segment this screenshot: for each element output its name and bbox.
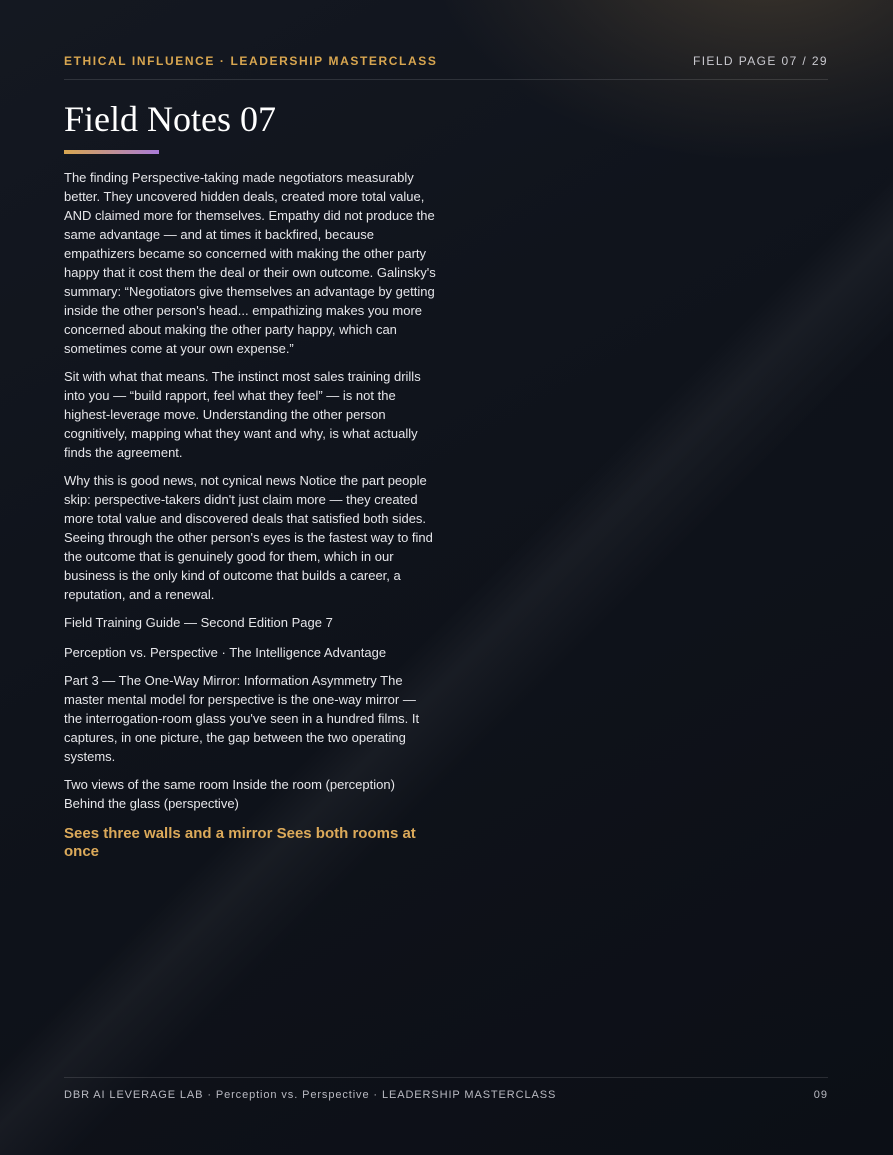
- title-underline: [64, 150, 159, 154]
- page-title: Field Notes 07: [64, 99, 276, 139]
- paragraph-finding: The finding Perspective-taking made negotiators measurably better. They uncovered hidden deals, created more total value, AND claimed more for themselves. Empathy did not produce the same advantage — and at times it backfired, because empathizers became so concerned with making the other party happy that it cost them the deal or their own outcome. Galinsky's summary: “Negotiators give themselves an advantage by getting inside the other person's head... empathizing makes you more concerned about making the other party happy, which can sometimes come at your own expense.”: [64, 170, 436, 356]
- highlight-callout: Sees three walls and a mirror Sees both rooms at once: [64, 825, 416, 860]
- paragraph-good-news: Why this is good news, not cynical news Notice the part people skip: perspective-takers didn't just claim more — they created more total value and discovered deals that satisfied both sides. Seeing through the other person's eyes is the fastest way to find the outcome that is genuinely good for them, which in our business is the only kind of outcome that builds a career, a reputation, and a renewal.: [64, 473, 433, 602]
- paragraph-one-way-mirror: Part 3 — The One-Way Mirror: Information Asymmetry The master mental model for perspective is the one-way mirror — the interrogation-room glass you've seen in a hundred films. It captures, in one picture, the gap between the two operating systems.: [64, 673, 420, 764]
- main-content: [64, 168, 436, 861]
- paragraph-two-views: Two views of the same room Inside the room (perception) Behind the glass (perspective): [64, 777, 395, 811]
- footer-page-number: 09: [813, 1089, 828, 1101]
- page-header: [64, 53, 828, 80]
- page-counter: FIELD PAGE 07 / 29: [692, 54, 828, 68]
- paragraph-sit-with: Sit with what that means. The instinct most sales training drills into you — “build rapport, feel what they feel” — is not the highest-leverage move. Understanding the other person cognitively, mapping what they want and why, is what actually finds the agreement.: [64, 369, 421, 460]
- series-kicker: ETHICAL INFLUENCE · LEADERSHIP MASTERCLASS: [64, 54, 438, 68]
- page-footer: [64, 1077, 828, 1108]
- footer-credit: DBR AI LEVERAGE LAB · Perception vs. Perspective · LEADERSHIP MASTERCLASS: [64, 1089, 557, 1101]
- guide-reference: Field Training Guide — Second Edition Page 7: [64, 615, 333, 630]
- section-subtitle: Perception vs. Perspective · The Intelligence Advantage: [64, 645, 387, 660]
